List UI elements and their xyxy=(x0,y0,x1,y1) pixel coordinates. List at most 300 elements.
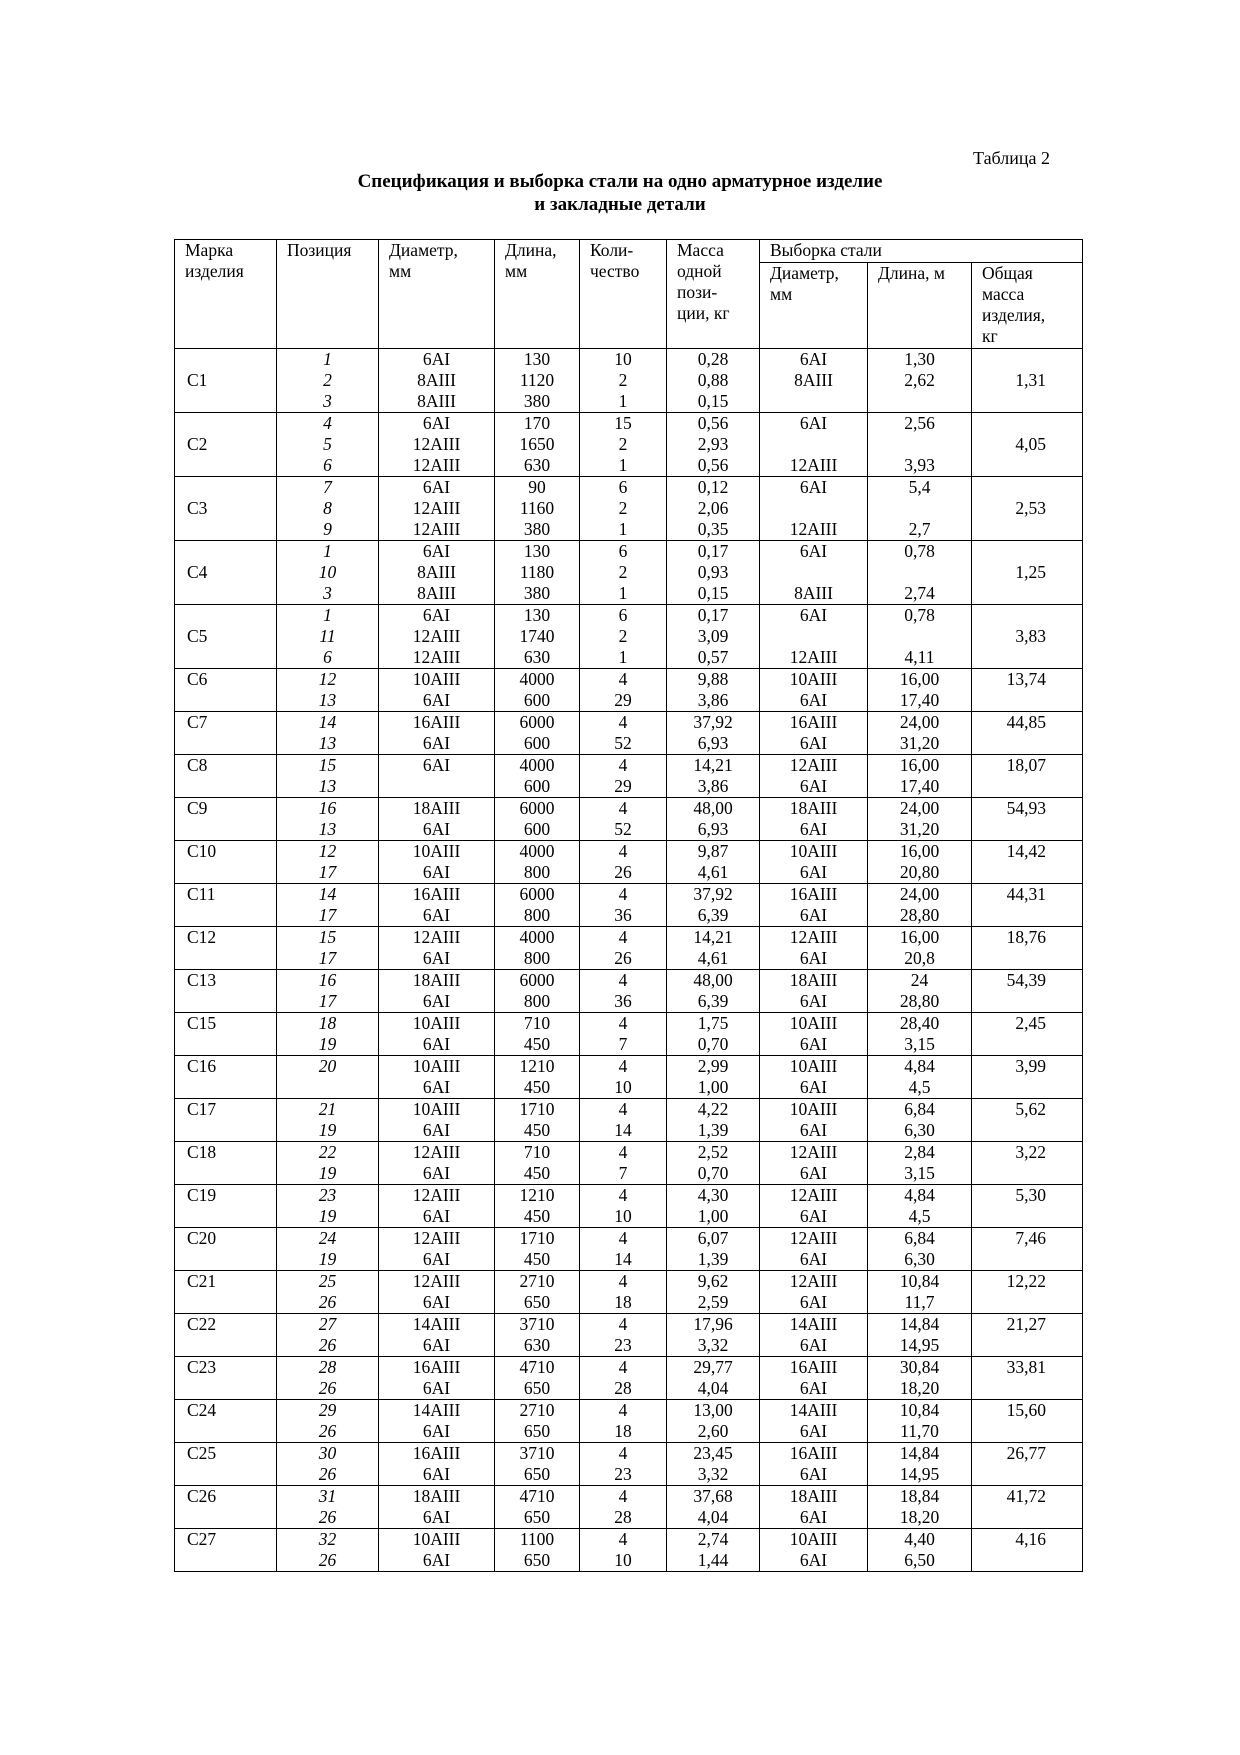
table-number: Таблица 2 xyxy=(973,148,1050,168)
cell-position xyxy=(277,1486,379,1529)
cell-value: 9,87 xyxy=(697,841,729,861)
cell-diameter xyxy=(379,1099,495,1142)
cell-value: 4 xyxy=(618,970,628,990)
cell-length xyxy=(495,798,580,841)
cell-value: 13 xyxy=(318,690,337,710)
cell-mass-one xyxy=(667,349,760,413)
cell-value: 52 xyxy=(614,819,632,839)
table-row xyxy=(175,605,1083,669)
cell-value: 7 xyxy=(618,1163,628,1183)
cell-length xyxy=(495,970,580,1013)
cell-value: 3,86 xyxy=(697,776,729,796)
table-row xyxy=(175,349,1083,413)
cell-mass-one xyxy=(667,669,760,712)
cell-sel-length xyxy=(868,413,972,477)
cell-value: 6АI xyxy=(799,605,828,625)
cell-value: 19 xyxy=(318,1034,337,1054)
cell-value: 18,20 xyxy=(899,1378,940,1398)
cell-value xyxy=(764,434,863,455)
cell-total-mass: 44,31 xyxy=(972,884,1083,927)
cell-position xyxy=(277,413,379,477)
cell-value: 6АI xyxy=(422,1507,451,1527)
cell-quantity xyxy=(580,1185,667,1228)
cell-value: 14 xyxy=(318,884,337,904)
cell-value xyxy=(872,498,967,519)
cell-position xyxy=(277,1185,379,1228)
cell-value: 800 xyxy=(523,905,551,925)
cell-value: 630 xyxy=(523,455,551,475)
cell-value: 36 xyxy=(614,905,632,925)
cell-mass-one xyxy=(667,1400,760,1443)
cell-value: 6,30 xyxy=(904,1249,935,1269)
table-row xyxy=(175,798,1083,841)
header-text-length: Длина, мм xyxy=(505,240,557,281)
cell-value: 1,44 xyxy=(697,1550,729,1570)
cell-value: 2710 xyxy=(519,1400,555,1420)
cell-value: 6АI xyxy=(799,1034,828,1054)
cell-sel-diameter xyxy=(760,712,868,755)
cell-position xyxy=(277,1013,379,1056)
cell-value: 24,00 xyxy=(899,884,940,904)
header-length xyxy=(495,240,580,349)
cell-quantity xyxy=(580,349,667,413)
cell-value: 18АIII xyxy=(412,1486,461,1506)
table-row xyxy=(175,477,1083,541)
cell-value: 6АI xyxy=(799,819,828,839)
cell-total-mass: 15,60 xyxy=(972,1400,1083,1443)
cell-total-mass: 18,76 xyxy=(972,927,1083,970)
cell-value: 2,74 xyxy=(904,583,935,603)
table-row xyxy=(175,884,1083,927)
cell-value: 16АIII xyxy=(789,1443,838,1463)
cell-sel-diameter xyxy=(760,669,868,712)
cell-position xyxy=(277,1271,379,1314)
cell-value: 6АI xyxy=(422,755,451,775)
cell-sel-diameter xyxy=(760,1056,868,1099)
cell-value: 6АI xyxy=(422,1077,451,1097)
cell-value: 2,74 xyxy=(697,1529,729,1549)
cell-quantity xyxy=(580,605,667,669)
cell-value: 6АI xyxy=(422,349,451,369)
cell-mass-one xyxy=(667,1271,760,1314)
cell-total-mass: 13,74 xyxy=(972,669,1083,712)
cell-mass-one xyxy=(667,1443,760,1486)
cell-position xyxy=(277,1228,379,1271)
cell-sel-length xyxy=(868,669,972,712)
cell-value: 0,93 xyxy=(697,562,729,582)
cell-value: 12 xyxy=(318,669,337,689)
cell-quantity xyxy=(580,1056,667,1099)
header-sel-length: Длина, м xyxy=(868,263,972,349)
cell-value: 4 xyxy=(618,1228,628,1248)
cell-value: 4 xyxy=(618,884,628,904)
cell-mass-one xyxy=(667,1357,760,1400)
cell-position xyxy=(277,477,379,541)
cell-value: 4000 xyxy=(519,755,555,775)
cell-value: 17 xyxy=(318,991,337,1011)
cell-value: 6АI xyxy=(799,1120,828,1140)
cell-value: 13 xyxy=(318,776,337,796)
cell-value: 800 xyxy=(523,948,551,968)
cell-value: 19 xyxy=(318,1120,337,1140)
cell-value: 16,00 xyxy=(899,755,940,775)
header-text-mark: Марка изделия xyxy=(185,240,244,281)
cell-value: 10АIII xyxy=(412,1013,461,1033)
cell-position xyxy=(277,884,379,927)
cell-value: 18АIII xyxy=(789,970,838,990)
cell-value: 450 xyxy=(523,1120,551,1140)
cell-value: 24 xyxy=(910,970,929,990)
cell-value: 5 xyxy=(323,434,332,454)
cell-mark: С7 xyxy=(175,712,277,755)
cell-position xyxy=(277,798,379,841)
cell-value: 12АIII xyxy=(789,647,838,667)
cell-value: 1,39 xyxy=(697,1249,729,1269)
cell-total-mass: 26,77 xyxy=(972,1443,1083,1486)
cell-value: 4,61 xyxy=(697,862,729,882)
cell-value: 1210 xyxy=(519,1185,555,1205)
cell-value: 0,78 xyxy=(904,605,935,625)
cell-length xyxy=(495,1400,580,1443)
cell-value: 15 xyxy=(614,413,632,433)
cell-value: 20,8 xyxy=(904,948,935,968)
cell-value: 48,00 xyxy=(693,798,733,818)
cell-value: 4,84 xyxy=(904,1185,935,1205)
cell-value: 2 xyxy=(323,370,332,390)
cell-value: 6,50 xyxy=(904,1550,935,1570)
cell-diameter xyxy=(379,1142,495,1185)
cell-quantity xyxy=(580,1013,667,1056)
cell-length xyxy=(495,1443,580,1486)
cell-diameter xyxy=(379,1443,495,1486)
cell-quantity xyxy=(580,1314,667,1357)
cell-mass-one xyxy=(667,477,760,541)
cell-sel-length xyxy=(868,884,972,927)
cell-value xyxy=(764,391,863,412)
cell-value: 12АIII xyxy=(412,519,461,539)
cell-value: 16АIII xyxy=(412,712,461,732)
cell-sel-length xyxy=(868,1314,972,1357)
cell-value: 12АIII xyxy=(789,755,838,775)
cell-sel-length xyxy=(868,1142,972,1185)
cell-mark: С27 xyxy=(175,1529,277,1572)
cell-sel-diameter xyxy=(760,1185,868,1228)
cell-length xyxy=(495,1056,580,1099)
title-line-2: и закладные детали xyxy=(534,194,706,215)
cell-value xyxy=(764,498,863,519)
cell-value: 16АIII xyxy=(412,1443,461,1463)
cell-mass-one xyxy=(667,1013,760,1056)
cell-diameter xyxy=(379,1271,495,1314)
cell-value: 6000 xyxy=(519,712,555,732)
cell-mass-one xyxy=(667,712,760,755)
cell-position xyxy=(277,1099,379,1142)
cell-value: 4 xyxy=(618,927,628,947)
cell-total-mass: 41,72 xyxy=(972,1486,1083,1529)
cell-diameter xyxy=(379,1486,495,1529)
cell-value: 31 xyxy=(318,1486,337,1506)
cell-value: 10 xyxy=(318,562,337,582)
cell-value: 18АIII xyxy=(789,1486,838,1506)
cell-value: 2 xyxy=(618,562,628,582)
table-row xyxy=(175,1142,1083,1185)
cell-value: 6 xyxy=(323,647,332,667)
cell-value: 130 xyxy=(523,541,551,561)
cell-quantity xyxy=(580,1271,667,1314)
cell-value: 12АIII xyxy=(412,1271,461,1291)
cell-value: 6АI xyxy=(799,991,828,1011)
table-row xyxy=(175,927,1083,970)
cell-mark: С25 xyxy=(175,1443,277,1486)
cell-mass-one xyxy=(667,1185,760,1228)
cell-value: 12АIII xyxy=(412,1142,461,1162)
cell-position xyxy=(277,669,379,712)
cell-value: 6АI xyxy=(422,413,451,433)
cell-value: 36 xyxy=(614,991,632,1011)
cell-value: 20 xyxy=(318,1056,337,1076)
header-mass-one xyxy=(667,240,760,349)
cell-value: 90 xyxy=(528,477,546,497)
cell-value: 16 xyxy=(318,798,337,818)
cell-value: 2,99 xyxy=(697,1056,729,1076)
cell-value: 18 xyxy=(614,1292,632,1312)
cell-value: 18 xyxy=(614,1421,632,1441)
cell-value: 4 xyxy=(618,798,628,818)
cell-value: 26 xyxy=(318,1507,337,1527)
cell-total-mass: 5,30 xyxy=(972,1185,1083,1228)
cell-sel-length xyxy=(868,1443,972,1486)
cell-value: 11 xyxy=(319,626,336,646)
cell-value: 4,40 xyxy=(904,1529,935,1549)
table-row xyxy=(175,1443,1083,1486)
cell-position xyxy=(277,755,379,798)
cell-value xyxy=(872,434,967,455)
cell-length xyxy=(495,477,580,541)
cell-length xyxy=(495,1271,580,1314)
cell-value: 17 xyxy=(318,905,337,925)
cell-value: 650 xyxy=(523,1507,551,1527)
cell-value: 22 xyxy=(318,1142,337,1162)
cell-value: 2,56 xyxy=(904,413,935,433)
cell-value: 29 xyxy=(614,690,632,710)
cell-value: 710 xyxy=(523,1013,551,1033)
cell-value: 6АI xyxy=(422,477,451,497)
cell-value xyxy=(281,1077,374,1098)
cell-value: 15 xyxy=(318,927,337,947)
cell-value: 10АIII xyxy=(789,1013,838,1033)
cell-value: 16,00 xyxy=(899,841,940,861)
cell-value: 170 xyxy=(523,413,551,433)
table-row xyxy=(175,1486,1083,1529)
cell-value: 1120 xyxy=(519,370,555,390)
cell-diameter xyxy=(379,841,495,884)
cell-value: 24 xyxy=(318,1228,337,1248)
cell-value: 1160 xyxy=(519,498,555,518)
cell-value: 26 xyxy=(318,1335,337,1355)
cell-value: 6АI xyxy=(422,541,451,561)
cell-value: 12АIII xyxy=(412,626,461,646)
cell-value: 8АIII xyxy=(417,562,456,582)
cell-length xyxy=(495,1099,580,1142)
cell-sel-diameter xyxy=(760,970,868,1013)
cell-quantity xyxy=(580,477,667,541)
cell-value: 2,06 xyxy=(697,498,729,518)
cell-sel-diameter xyxy=(760,477,868,541)
cell-value: 17,40 xyxy=(899,776,940,796)
cell-value: 650 xyxy=(523,1421,551,1441)
cell-mark: С17 xyxy=(175,1099,277,1142)
cell-value: 12АIII xyxy=(412,498,461,518)
cell-value: 31,20 xyxy=(899,733,940,753)
cell-sel-diameter xyxy=(760,1228,868,1271)
cell-position xyxy=(277,605,379,669)
cell-value: 10АIII xyxy=(789,669,838,689)
cell-value: 28 xyxy=(614,1378,632,1398)
cell-value: 6000 xyxy=(519,798,555,818)
cell-value: 3 xyxy=(323,391,332,411)
cell-total-mass: 3,22 xyxy=(972,1142,1083,1185)
cell-mass-one xyxy=(667,927,760,970)
cell-value: 3710 xyxy=(519,1314,555,1334)
cell-value: 6,39 xyxy=(697,991,729,1011)
cell-mass-one xyxy=(667,798,760,841)
cell-value: 1 xyxy=(618,647,628,667)
cell-value: 600 xyxy=(523,733,551,753)
header-text-sel-diameter: Диаметр, мм xyxy=(770,263,839,304)
cell-sel-length xyxy=(868,1099,972,1142)
cell-value: 4 xyxy=(618,755,628,775)
cell-total-mass: 21,27 xyxy=(972,1314,1083,1357)
cell-value: 8АIII xyxy=(417,370,456,390)
cell-value: 6,93 xyxy=(697,819,729,839)
cell-value: 2,59 xyxy=(697,1292,729,1312)
cell-value: 4,22 xyxy=(697,1099,729,1119)
cell-value: 6АI xyxy=(799,1550,828,1570)
cell-value: 6АI xyxy=(799,1421,828,1441)
cell-value: 2,93 xyxy=(697,434,729,454)
cell-value: 450 xyxy=(523,1077,551,1097)
cell-value: 1210 xyxy=(519,1056,555,1076)
cell-value: 6АI xyxy=(422,991,451,1011)
cell-length xyxy=(495,927,580,970)
header-diameter xyxy=(379,240,495,349)
cell-length xyxy=(495,1357,580,1400)
title-line-1: Спецификация и выборка стали на одно арматурное изделие xyxy=(357,171,883,192)
cell-value: 0,15 xyxy=(697,583,729,603)
cell-total-mass: 4,05 xyxy=(972,413,1083,477)
cell-value: 28,40 xyxy=(899,1013,940,1033)
header-position: Позиция xyxy=(277,240,379,349)
cell-value: 6,39 xyxy=(697,905,729,925)
cell-diameter xyxy=(379,669,495,712)
table-row xyxy=(175,541,1083,605)
cell-total-mass: 1,25 xyxy=(972,541,1083,605)
cell-value: 8АIII xyxy=(417,391,456,411)
cell-value: 1 xyxy=(618,583,628,603)
cell-value: 2 xyxy=(618,498,628,518)
cell-value: 12АIII xyxy=(789,1185,838,1205)
cell-value: 0,12 xyxy=(697,477,729,497)
cell-value: 0,17 xyxy=(697,541,729,561)
cell-value: 3,09 xyxy=(697,626,729,646)
cell-value: 4,84 xyxy=(904,1056,935,1076)
cell-position xyxy=(277,1142,379,1185)
cell-value: 4 xyxy=(618,1486,628,1506)
cell-value: 12 xyxy=(318,841,337,861)
table-row xyxy=(175,712,1083,755)
cell-value: 450 xyxy=(523,1034,551,1054)
cell-value: 12АIII xyxy=(789,927,838,947)
cell-value: 6,30 xyxy=(904,1120,935,1140)
cell-value: 4 xyxy=(618,1357,628,1377)
cell-value: 12АIII xyxy=(789,1271,838,1291)
cell-value: 0,28 xyxy=(697,349,729,369)
cell-diameter xyxy=(379,884,495,927)
cell-value: 16 xyxy=(318,970,337,990)
cell-length xyxy=(495,669,580,712)
cell-mass-one xyxy=(667,841,760,884)
cell-value: 14АIII xyxy=(789,1314,838,1334)
cell-value: 6АI xyxy=(422,1378,451,1398)
cell-value: 710 xyxy=(523,1142,551,1162)
cell-value: 3 xyxy=(323,583,332,603)
cell-value: 1 xyxy=(618,455,628,475)
cell-sel-length xyxy=(868,1185,972,1228)
cell-value: 14,95 xyxy=(899,1464,940,1484)
cell-value: 0,15 xyxy=(697,391,729,411)
cell-value xyxy=(872,391,967,412)
cell-value: 9,88 xyxy=(697,669,729,689)
cell-position xyxy=(277,349,379,413)
cell-sel-diameter xyxy=(760,605,868,669)
cell-mark: С6 xyxy=(175,669,277,712)
cell-value: 5,4 xyxy=(908,477,931,497)
cell-mass-one xyxy=(667,755,760,798)
table-row xyxy=(175,1185,1083,1228)
cell-position xyxy=(277,712,379,755)
cell-value: 630 xyxy=(523,647,551,667)
cell-value: 6АI xyxy=(799,477,828,497)
cell-value: 18АIII xyxy=(412,798,461,818)
cell-quantity xyxy=(580,541,667,605)
cell-value: 4 xyxy=(618,1271,628,1291)
cell-value: 30,84 xyxy=(899,1357,940,1377)
cell-value: 650 xyxy=(523,1292,551,1312)
cell-value: 2,62 xyxy=(904,370,935,390)
table-row xyxy=(175,970,1083,1013)
cell-value: 6АI xyxy=(799,733,828,753)
cell-diameter xyxy=(379,1056,495,1099)
cell-value: 6АI xyxy=(799,905,828,925)
cell-value: 28 xyxy=(318,1357,337,1377)
cell-value: 4 xyxy=(618,1529,628,1549)
cell-value: 4,5 xyxy=(908,1077,931,1097)
cell-value: 6АI xyxy=(799,413,828,433)
cell-value: 3,15 xyxy=(904,1034,935,1054)
cell-value: 4,11 xyxy=(904,647,935,667)
cell-value: 30 xyxy=(318,1443,337,1463)
cell-length xyxy=(495,1185,580,1228)
cell-quantity xyxy=(580,669,667,712)
cell-sel-length xyxy=(868,605,972,669)
table-row xyxy=(175,1271,1083,1314)
cell-value: 10АIII xyxy=(412,1529,461,1549)
cell-sel-length xyxy=(868,1357,972,1400)
cell-value: 800 xyxy=(523,991,551,1011)
table-row xyxy=(175,413,1083,477)
cell-sel-diameter xyxy=(760,1013,868,1056)
cell-mark: С18 xyxy=(175,1142,277,1185)
